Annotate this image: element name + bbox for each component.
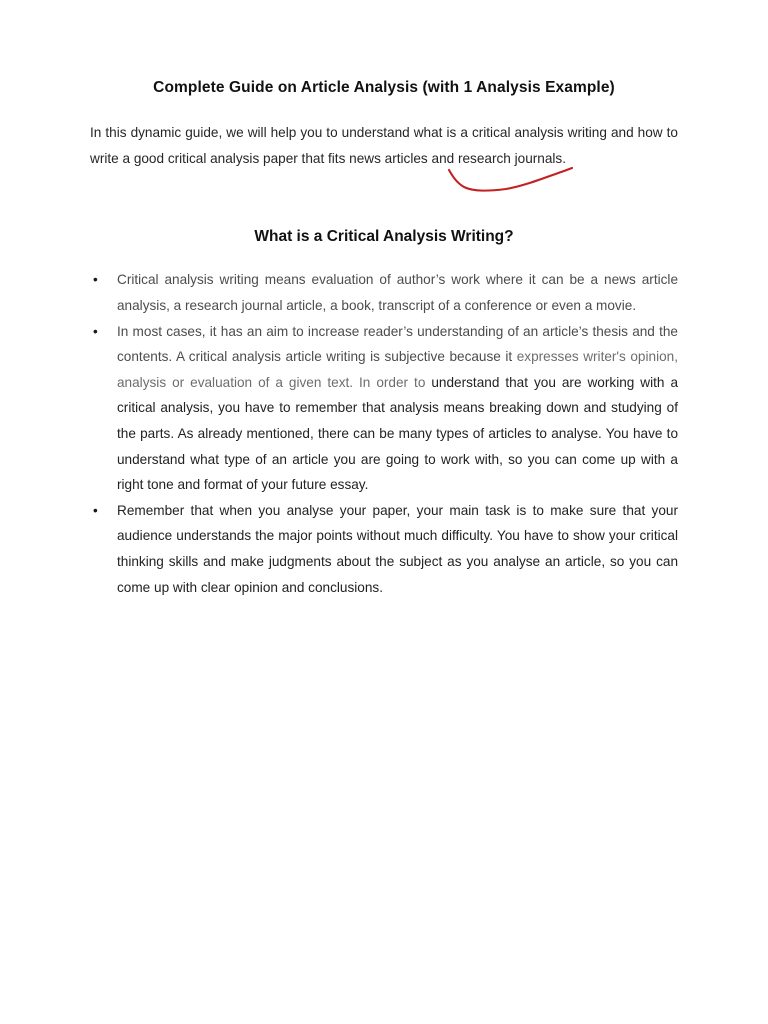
document-body	[90, 78, 678, 600]
list-item	[90, 498, 678, 600]
bullet-dot-icon: •	[93, 323, 98, 339]
bullet-dot-icon: •	[93, 502, 98, 518]
bullet-list	[90, 267, 678, 600]
section-heading: What is a Critical Analysis Writing?	[254, 228, 514, 246]
page-title: Complete Guide on Article Analysis (with 1 Analysis Example)	[153, 79, 615, 96]
list-item-text-part-a: In most cases, it has an aim to increase reader’s understanding of an article’s thesis and the contents. A critical analysis article writing is subjective because it	[117, 323, 678, 365]
list-item	[90, 267, 678, 318]
list-item-text: Critical analysis writing means evaluation of author’s work where it can be a news article analysis, a research journal article, a book, transcript of a conference or even a movie.	[117, 272, 678, 314]
bullet-dot-icon: •	[93, 272, 98, 288]
list-item	[90, 319, 678, 498]
list-item-text: Remember that when you analyse your paper, your main task is to make sure that your audience understands the major points without much difficulty. You have to show your critical thinking skills and make judgments about the subject as you analyse an article, so you can come up with clear opinion and conclusions.	[117, 502, 678, 595]
list-item-text-part-b: expresses writer's opinion, analysis or evaluation of a given text. In order to	[117, 349, 678, 390]
intro-paragraph: In this dynamic guide, we will help you to understand what is a critical analysis writing and how to write a good critical analysis paper that fits news articles and research journals.	[90, 125, 678, 166]
list-item-text-part-c: understand that you are working with a critical analysis, you have to remember that analysis means breaking down and studying of the parts. As already mentioned, there can be many types of articles to analyse. You have to understand what type of an article you are going to work with, so you can come up with a right tone and format of your future essay.	[117, 374, 679, 493]
